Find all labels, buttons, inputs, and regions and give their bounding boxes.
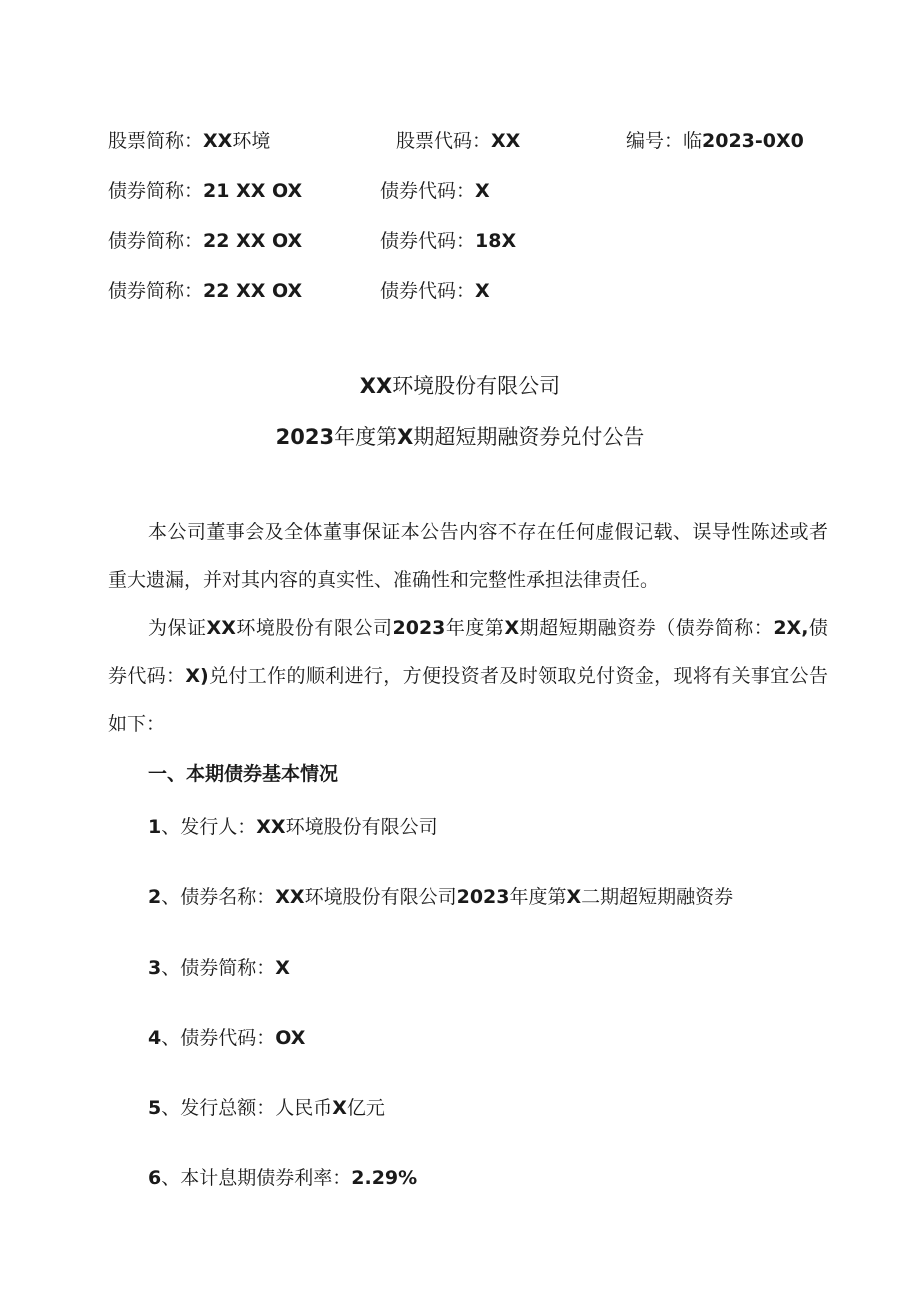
intro-text: 环境股份有限公司	[235, 617, 393, 639]
intro-paragraph	[108, 604, 828, 748]
announcement-number	[626, 129, 804, 153]
item-value-x: X	[566, 886, 582, 908]
item-value: OX	[275, 1027, 306, 1049]
bond-code-value: 18X	[475, 230, 517, 252]
title-part2: 期超短期融资券兑付公告	[413, 425, 645, 449]
item-sep: 、	[161, 1167, 181, 1189]
list-item	[148, 885, 733, 909]
bond-short-value: 21 XX OX	[203, 180, 303, 202]
stock-short-label: 股票简称：	[108, 130, 204, 152]
bond-code-label: 债券代码：	[380, 230, 476, 252]
company-prefix: XX	[359, 374, 393, 398]
announcement-number-value: 2023-0X0	[702, 130, 804, 152]
stock-code-value: XX	[491, 130, 521, 152]
bond-short-label: 债券简称：	[108, 230, 204, 252]
item-number: 6	[148, 1167, 162, 1189]
title-part1: 年度第	[334, 425, 398, 449]
bond-code-2	[380, 229, 516, 253]
bond-short-name-2	[108, 229, 302, 253]
item-value: X	[332, 1097, 347, 1119]
item-label: 债券代码：	[180, 1027, 276, 1049]
bond-short-value: 22 XX OX	[203, 280, 303, 302]
list-item	[148, 1166, 417, 1190]
list-item	[148, 956, 290, 980]
section-heading: 一、本期债券基本情况	[148, 763, 339, 785]
bond-short-name-3	[108, 279, 302, 303]
title-year: 2023	[275, 425, 335, 449]
item-label: 债券简称：	[180, 957, 276, 979]
bond-short-value: 22 XX OX	[203, 230, 303, 252]
stock-code-label: 股票代码：	[396, 130, 492, 152]
item-number: 2	[148, 886, 162, 908]
bond-code-label: 债券代码：	[380, 280, 476, 302]
intro-bond-short: 2X,	[773, 617, 809, 639]
item-value-rest: 环境股份有限公司	[285, 816, 438, 838]
item-sep: 、	[161, 886, 181, 908]
title-issue-x: X	[397, 425, 414, 449]
item-number: 5	[148, 1097, 162, 1119]
intro-text: 期超短期融资券（债券简称：	[519, 617, 774, 639]
item-sep: 、	[161, 957, 181, 979]
item-sep: 、	[161, 1097, 181, 1119]
item-value-rest: 亿元	[346, 1097, 385, 1119]
item-label: 债券名称：	[180, 886, 276, 908]
bond-code-3	[380, 279, 490, 303]
item-value: 2.29%	[351, 1167, 418, 1189]
bond-short-label: 债券简称：	[108, 280, 204, 302]
intro-text: 债券代码：	[108, 617, 828, 687]
item-label: 本计息期债券利率：	[180, 1167, 352, 1189]
stock-short-value: XX	[203, 130, 233, 152]
intro-text: 为保证	[148, 617, 207, 639]
declaration-paragraph: 本公司董事会及全体董事保证本公告内容不存在任何虚假记载、误导性陈述或者重大遗漏，并对其内容的真实性、准确性和完整性承担法律责任。	[108, 521, 828, 591]
bond-code-value: X	[475, 280, 490, 302]
item-value: XX	[275, 886, 305, 908]
list-item	[148, 815, 438, 839]
stock-code	[396, 129, 520, 153]
intro-text: 年度第	[445, 617, 505, 639]
list-item	[148, 1096, 385, 1120]
company-name: 环境股份有限公司	[392, 374, 561, 398]
intro-company-prefix: XX	[206, 617, 236, 639]
item-value-rest: 年度第	[509, 886, 567, 908]
bond-code-label: 债券代码：	[380, 180, 476, 202]
item-value: X	[275, 957, 290, 979]
item-number: 4	[148, 1027, 162, 1049]
bond-code-value: X	[475, 180, 490, 202]
stock-short-suffix: 环境	[232, 130, 271, 152]
item-number: 1	[148, 816, 162, 838]
item-label: 发行人：	[180, 816, 257, 838]
company-title	[0, 372, 920, 400]
bond-short-name-1	[108, 179, 302, 203]
intro-year: 2023	[392, 617, 446, 639]
announcement-title	[0, 423, 920, 451]
list-item	[148, 1026, 305, 1050]
item-sep: 、	[161, 1027, 181, 1049]
announcement-number-label: 编号：临	[626, 130, 703, 152]
item-number: 3	[148, 957, 162, 979]
intro-issue-x: X	[504, 617, 520, 639]
item-label: 发行总额：人民币	[180, 1097, 333, 1119]
intro-text: 兑付工作的顺利进行，方便投资者及时领取兑付资金，现将有关事宜公告如下：	[108, 665, 828, 735]
stock-short-name	[108, 129, 270, 153]
bond-short-label: 债券简称：	[108, 180, 204, 202]
item-value-year: 2023	[456, 886, 510, 908]
bond-code-1	[380, 179, 490, 203]
item-value: XX	[256, 816, 286, 838]
item-sep: 、	[161, 816, 181, 838]
item-value-rest: 环境股份有限公司	[304, 886, 457, 908]
item-value-rest: 二期超短期融资券	[581, 886, 734, 908]
intro-bond-code: X)	[185, 665, 209, 687]
